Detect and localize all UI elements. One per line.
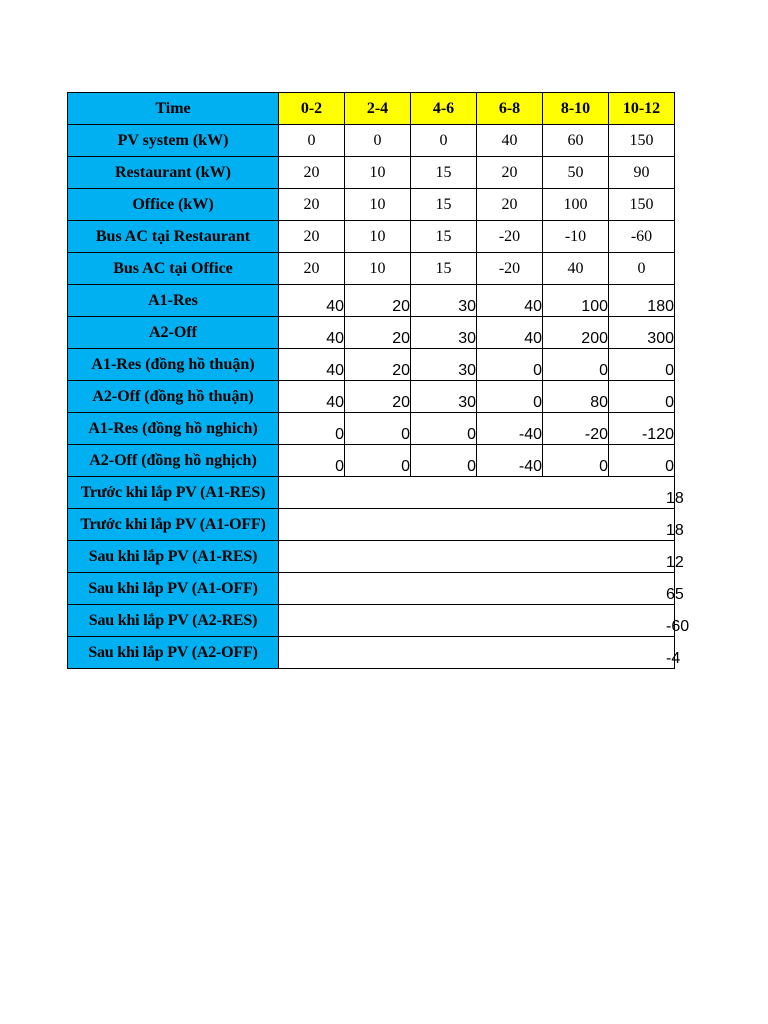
table-cell[interactable]: 0	[609, 349, 675, 381]
table-cell[interactable]: 10	[345, 221, 411, 253]
table-cell[interactable]: 0	[543, 349, 609, 381]
table-cell[interactable]: 0	[543, 445, 609, 477]
table-cell[interactable]: 30	[411, 317, 477, 349]
table-cell[interactable]: 300	[609, 317, 675, 349]
summary-row	[68, 573, 675, 605]
summary-value-wrap	[279, 573, 684, 604]
header-label: Time	[68, 93, 279, 125]
table-cell[interactable]: 20	[345, 285, 411, 317]
table-cell[interactable]: 40	[543, 253, 609, 285]
table-cell[interactable]: 10	[345, 189, 411, 221]
table-cell[interactable]: 90	[609, 157, 675, 189]
table-cell[interactable]: -120	[609, 413, 675, 445]
table-cell[interactable]: 0	[279, 125, 345, 157]
table-cell[interactable]: 180	[609, 285, 675, 317]
table-cell[interactable]: 40	[477, 285, 543, 317]
table-cell[interactable]: 40	[279, 349, 345, 381]
row-label: A1-Res (đồng hồ nghich)	[68, 413, 279, 445]
table-cell[interactable]: 40	[279, 285, 345, 317]
summary-value-cell[interactable]	[279, 605, 690, 637]
table-row	[68, 253, 675, 285]
time-column-header[interactable]: 4-6	[411, 93, 477, 125]
row-label: Trước khi lắp PV (A1-RES)	[68, 477, 279, 509]
table-cell[interactable]: 20	[279, 221, 345, 253]
time-column-header[interactable]: 2-4	[345, 93, 411, 125]
summary-value-wrap	[279, 541, 684, 572]
row-label: A2-Off	[68, 317, 279, 349]
table-cell[interactable]: 40	[477, 317, 543, 349]
row-label: Bus AC tại Restaurant	[68, 221, 279, 253]
summary-value-cell[interactable]	[279, 541, 684, 573]
row-label: Sau khi lắp PV (A2-RES)	[68, 605, 279, 637]
table-cell[interactable]: 0	[477, 381, 543, 413]
table-cell[interactable]: 10	[345, 157, 411, 189]
row-label: Sau khi lắp PV (A2-OFF)	[68, 637, 279, 669]
table-row	[68, 189, 675, 221]
summary-value: 18	[666, 490, 684, 507]
table-cell[interactable]: 0	[279, 413, 345, 445]
table-row	[68, 221, 675, 253]
table-cell[interactable]: 100	[543, 285, 609, 317]
table-cell[interactable]: -10	[543, 221, 609, 253]
table-row	[68, 285, 675, 317]
table-row	[68, 349, 675, 381]
table-cell[interactable]: 0	[345, 445, 411, 477]
table-cell[interactable]: 20	[477, 157, 543, 189]
table-cell[interactable]: 20	[345, 317, 411, 349]
table-cell[interactable]: 150	[609, 189, 675, 221]
table-row	[68, 157, 675, 189]
table-cell[interactable]: 0	[411, 413, 477, 445]
time-column-header[interactable]: 10-12	[609, 93, 675, 125]
row-label: A2-Off (đồng hồ thuận)	[68, 381, 279, 413]
row-label: A2-Off (đồng hồ nghịch)	[68, 445, 279, 477]
header-row	[68, 93, 675, 125]
table-cell[interactable]: 0	[609, 445, 675, 477]
table-row	[68, 125, 675, 157]
table-cell[interactable]: -40	[477, 413, 543, 445]
table-row	[68, 317, 675, 349]
summary-value-cell[interactable]	[279, 509, 684, 541]
row-label: Office (kW)	[68, 189, 279, 221]
table-cell[interactable]: 20	[345, 349, 411, 381]
table-cell[interactable]: 40	[279, 317, 345, 349]
summary-value: -4	[666, 650, 681, 667]
table-cell[interactable]: 0	[279, 445, 345, 477]
table-cell[interactable]: 20	[477, 189, 543, 221]
table-cell[interactable]: 200	[543, 317, 609, 349]
table-cell[interactable]: 20	[279, 189, 345, 221]
table-cell[interactable]: 30	[411, 381, 477, 413]
summary-value-wrap	[279, 605, 690, 636]
table-cell[interactable]: 10	[345, 253, 411, 285]
table-row	[68, 413, 675, 445]
row-label: PV system (kW)	[68, 125, 279, 157]
summary-row	[68, 637, 675, 669]
summary-value: 12	[666, 554, 684, 571]
summary-row	[68, 541, 675, 573]
row-label: Restaurant (kW)	[68, 157, 279, 189]
time-column-header[interactable]: 8-10	[543, 93, 609, 125]
table-cell[interactable]: 0	[345, 125, 411, 157]
row-label: Sau khi lắp PV (A1-OFF)	[68, 573, 279, 605]
table-cell[interactable]: 20	[345, 381, 411, 413]
table-cell[interactable]: 0	[609, 381, 675, 413]
table-cell[interactable]: 0	[345, 413, 411, 445]
table-cell[interactable]: 0	[609, 253, 675, 285]
table-cell[interactable]: -20	[477, 253, 543, 285]
row-label: Trước khi lắp PV (A1-OFF)	[68, 509, 279, 541]
table-cell[interactable]: 15	[411, 189, 477, 221]
table-body	[68, 93, 690, 669]
table-cell[interactable]: -20	[477, 221, 543, 253]
table-cell[interactable]: 0	[477, 349, 543, 381]
table-cell[interactable]: 40	[279, 381, 345, 413]
table-cell[interactable]: 150	[609, 125, 675, 157]
row-label: Sau khi lắp PV (A1-RES)	[68, 541, 279, 573]
time-column-header[interactable]: 0-2	[279, 93, 345, 125]
table-cell[interactable]: 20	[279, 253, 345, 285]
table-cell[interactable]: -60	[609, 221, 675, 253]
summary-value-cell[interactable]	[279, 573, 684, 605]
table-cell[interactable]: 30	[411, 349, 477, 381]
table-cell[interactable]: -20	[543, 413, 609, 445]
table-cell[interactable]: 15	[411, 157, 477, 189]
table-cell[interactable]: 0	[411, 445, 477, 477]
table-cell[interactable]: 15	[411, 253, 477, 285]
table-cell[interactable]: 0	[411, 125, 477, 157]
table-cell[interactable]: 20	[279, 157, 345, 189]
summary-value-wrap	[279, 637, 681, 668]
summary-row	[68, 509, 675, 541]
table-cell[interactable]: -40	[477, 445, 543, 477]
energy-table	[67, 92, 690, 669]
table-cell[interactable]: 80	[543, 381, 609, 413]
row-label: A1-Res (đồng hồ thuận)	[68, 349, 279, 381]
table-cell[interactable]: 30	[411, 285, 477, 317]
time-column-header[interactable]: 6-8	[477, 93, 543, 125]
summary-value-wrap	[279, 477, 684, 508]
table-row	[68, 445, 675, 477]
summary-value-cell[interactable]	[279, 637, 681, 669]
summary-row	[68, 605, 675, 637]
row-label: Bus AC tại Office	[68, 253, 279, 285]
summary-row	[68, 477, 675, 509]
table-cell[interactable]: 60	[543, 125, 609, 157]
table-cell[interactable]: 15	[411, 221, 477, 253]
row-label: A1-Res	[68, 285, 279, 317]
table-row	[68, 381, 675, 413]
summary-value: 65	[666, 586, 684, 603]
summary-value-wrap	[279, 509, 684, 540]
table-cell[interactable]: 100	[543, 189, 609, 221]
summary-value-cell[interactable]	[279, 477, 684, 509]
table-cell[interactable]: 40	[477, 125, 543, 157]
table-cell[interactable]: 50	[543, 157, 609, 189]
summary-value: 18	[666, 522, 684, 539]
summary-value: -60	[666, 618, 690, 635]
